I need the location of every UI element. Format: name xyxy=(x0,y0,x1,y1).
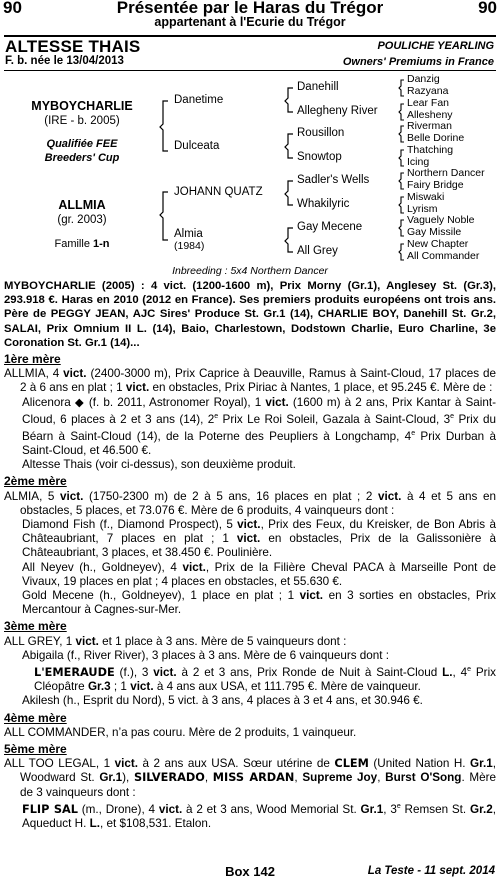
horse-name: ALTESSE THAIS xyxy=(5,37,141,56)
ped-gen4-2: Razyana xyxy=(407,85,449,97)
ped-gen2-sire-sire: Danetime xyxy=(174,94,224,106)
sire-summary: MYBOYCHARLIE (2005) : 4 vict. (1200-1600 m), Prix Morny (Gr.1), Anglesey St. (Gr.3), 293.918 €. Haras en 2010 (2012 en France). Ses premiers produits européens ont trois ans. Père de PEGGY JEAN, AJC Sires' Produce St. Gr.1 (14), CHARLIE BOY, Danehill St. Gr.2, SALAI, Prix Omnium II L. (14), Baio, Charlestown, Dodstown Charlie, Euro Charline, 3e Coronation St. Gr.1 (14)... xyxy=(4,280,496,349)
produce-lemeraude: L'EMERAUDE (f.), 3 vict. à 2 et 3 ans, Prix Ronde de Nuit à Saint-Cloud L., 4e Prix Cléopâtre Gr.3 ; 1 vict. à 4 ans aux USA, et 111.795 €. Mère de vainqueur. xyxy=(34,665,497,694)
horse-info: F. b. née le 13/04/2013 xyxy=(5,55,124,67)
sale-subtitle: appartenant à l'Ecurie du Trégor xyxy=(154,15,346,29)
ped-gen3-5: Sadler's Wells xyxy=(297,174,370,186)
ped-gen4-3: Lear Fan xyxy=(407,97,450,109)
horse-type: POULICHE YEARLING xyxy=(377,40,494,52)
ped-gen2-dam-dam: Almia xyxy=(174,228,203,240)
ped-gen3-4: Snowtop xyxy=(297,151,342,163)
ped-gen4-1: Danzig xyxy=(407,73,440,85)
ped-gen4-14: Gay Missile xyxy=(407,226,462,238)
sire-note-fee: Qualifiée FEE xyxy=(46,138,118,150)
ped-gen4-13: Vaguely Noble xyxy=(407,214,475,226)
lot-number-right: 90 xyxy=(478,0,497,17)
ped-gen4-5: Riverman xyxy=(407,120,452,132)
heading-3eme-mere: 3ème mère xyxy=(4,619,67,634)
dam-record-allmia: ALLMIA, 4 vict. (2400-3000 m), Prix Caprice à Deauville, Ramus à Saint-Cloud, 17 places de 2 à 6 ans en plat ; 1 vict. en obstacles, Prix Piriac à Nantes, 1 place, et 95.245 €. Mère de : xyxy=(4,367,496,395)
dam-name: ALLMIA xyxy=(58,198,106,212)
ped-gen4-4: Allesheny xyxy=(407,109,453,121)
ped-gen4-7: Thatching xyxy=(407,144,454,156)
sire-info: (IRE - b. 2005) xyxy=(44,115,120,127)
ped-gen4-11: Miswaki xyxy=(407,191,445,203)
ped-gen2-dam-dam-year: (1984) xyxy=(174,240,205,252)
family-label: Famille xyxy=(54,238,93,250)
box-number: Box 142 xyxy=(225,864,275,879)
ped-gen4-15: New Chapter xyxy=(407,238,469,250)
ped-gen3-2: Allegheny River xyxy=(297,105,378,117)
ped-gen4-12: Lyrism xyxy=(407,203,438,215)
ped-gen3-7: Gay Mecene xyxy=(297,221,363,233)
ped-gen3-8: All Grey xyxy=(297,245,338,257)
produce-altesse-thais: Altesse Thais (voir ci-dessus), son deuxième produit. xyxy=(22,458,296,472)
produce-gold-mecene: Gold Mecene (h., Goldneyev), 1 place en plat ; 1 vict. en 3 sorties en obstacles, Prix Mercantour à Cagnes-sur-Mer. xyxy=(22,589,496,617)
ped-gen2-dam-sire: JOHANN QUATZ xyxy=(174,186,263,198)
heading-2eme-mere: 2ème mère xyxy=(4,474,67,489)
lot-number-left: 90 xyxy=(3,0,22,17)
ped-gen4-8: Icing xyxy=(407,156,430,168)
family-value: 1-n xyxy=(93,238,110,250)
ped-gen3-6: Whakilyric xyxy=(297,198,350,210)
produce-alicenora: Alicenora ◆ (f. b. 2011, Astronomer Royal), 1 vict. (1600 m) à 2 ans, Prix Kantar à Saint-Cloud, 6 places à 2 et 3 ans (14), 2e Prix Le Roi Soleil, Gazala à Saint-Cloud, 3e Prix du Béarn à Saint-Cloud (14), de la Poterne des Peupliers à Longchamp, 4e Prix Durban à Saint-Cloud, et 46.500 €. xyxy=(22,395,496,458)
ped-gen3-1: Danehill xyxy=(297,81,339,93)
ped-gen4-9: Northern Dancer xyxy=(407,167,485,179)
ped-gen4-10: Fairy Bridge xyxy=(407,179,464,191)
ped-gen4-6: Belle Dorine xyxy=(407,132,465,144)
ped-gen2-sire-dam: Dulceata xyxy=(174,140,220,152)
sire-note-breeders-cup: Breeders' Cup xyxy=(44,152,120,164)
dam-info: (gr. 2003) xyxy=(57,214,107,226)
produce-diamond-fish: Diamond Fish (f., Diamond Prospect), 5 vict., Prix des Feux, du Kreisker, de Bon Abris à Châteaubriant, 7 places en plat ; 1 vict. en obstacles, Prix de la Galissonière à Châteaubriant, 3 places, et 38.450 €. Poulinière. xyxy=(22,518,496,560)
heading-5eme-mere: 5ème mère xyxy=(4,741,67,756)
inbreeding-note: Inbreeding : 5x4 Northern Dancer xyxy=(172,265,328,277)
dam-record-almia: ALMIA, 5 vict. (1750-2300 m) de 2 à 5 ans, 16 places en plat ; 2 vict. à 4 et 5 ans en obstacles, 5 places, et 73.076 €. Mère de 6 produits, 4 vainqueurs dont : xyxy=(4,489,496,517)
sale-title: Présentée par le Haras du Trégor xyxy=(116,0,384,17)
heading-4eme-mere: 4ème mère xyxy=(4,710,67,725)
heading-1ere-mere: 1ère mère xyxy=(4,352,61,367)
owners-premiums: Owners' Premiums in France xyxy=(342,56,494,68)
produce-abigaila: Abigaila (f., River River), 3 places à 3 ans. Mère de 6 vainqueurs dont : xyxy=(22,648,390,662)
catalogue-body xyxy=(4,279,496,831)
dam-record-all-too-legal: ALL TOO LEGAL, 1 vict. à 2 ans aux USA. Sœur utérine de CLEM (United Nation H. Gr.1, Woodward St. Gr.1), SILVERADO, MISS ARDAN, Supreme Joy, Burst O'Song. Mère de 3 vainqueurs dont : xyxy=(4,757,497,799)
dam-record-all-grey: ALL GREY, 1 vict. et 1 place à 3 ans. Mère de 5 vainqueurs dont : xyxy=(4,634,347,648)
dam-record-all-commander: ALL COMMANDER, n’a pas couru. Mère de 2 produits, 1 vainqueur. xyxy=(4,725,357,739)
produce-all-neyev: All Neyev (h., Goldneyev), 4 vict., Prix de la Filière Cheval PACA à Marseille Pont de Vivaux, 19 places en plat ; 4 places en obstacles, et 55.630 €. xyxy=(22,560,496,588)
ped-gen3-3: Rousillon xyxy=(297,127,345,139)
produce-flip-sal: FLIP SAL (m., Drone), 4 vict. à 2 et 3 ans, Wood Memorial St. Gr.1, 3e Remsen St. Gr.2, Aqueduct H. L., et $108,531. Etalon. xyxy=(22,802,496,830)
sale-place-date: La Teste - 11 sept. 2014 xyxy=(367,865,495,877)
ped-gen4-16: All Commander xyxy=(407,250,480,262)
produce-akilesh: Akilesh (h., Esprit du Nord), 5 vict. à 3 ans, 4 places à 3 et 4 ans, et 30.946 €. xyxy=(22,694,423,708)
dam-family xyxy=(8,238,156,250)
sire-name: MYBOYCHARLIE xyxy=(31,99,133,113)
